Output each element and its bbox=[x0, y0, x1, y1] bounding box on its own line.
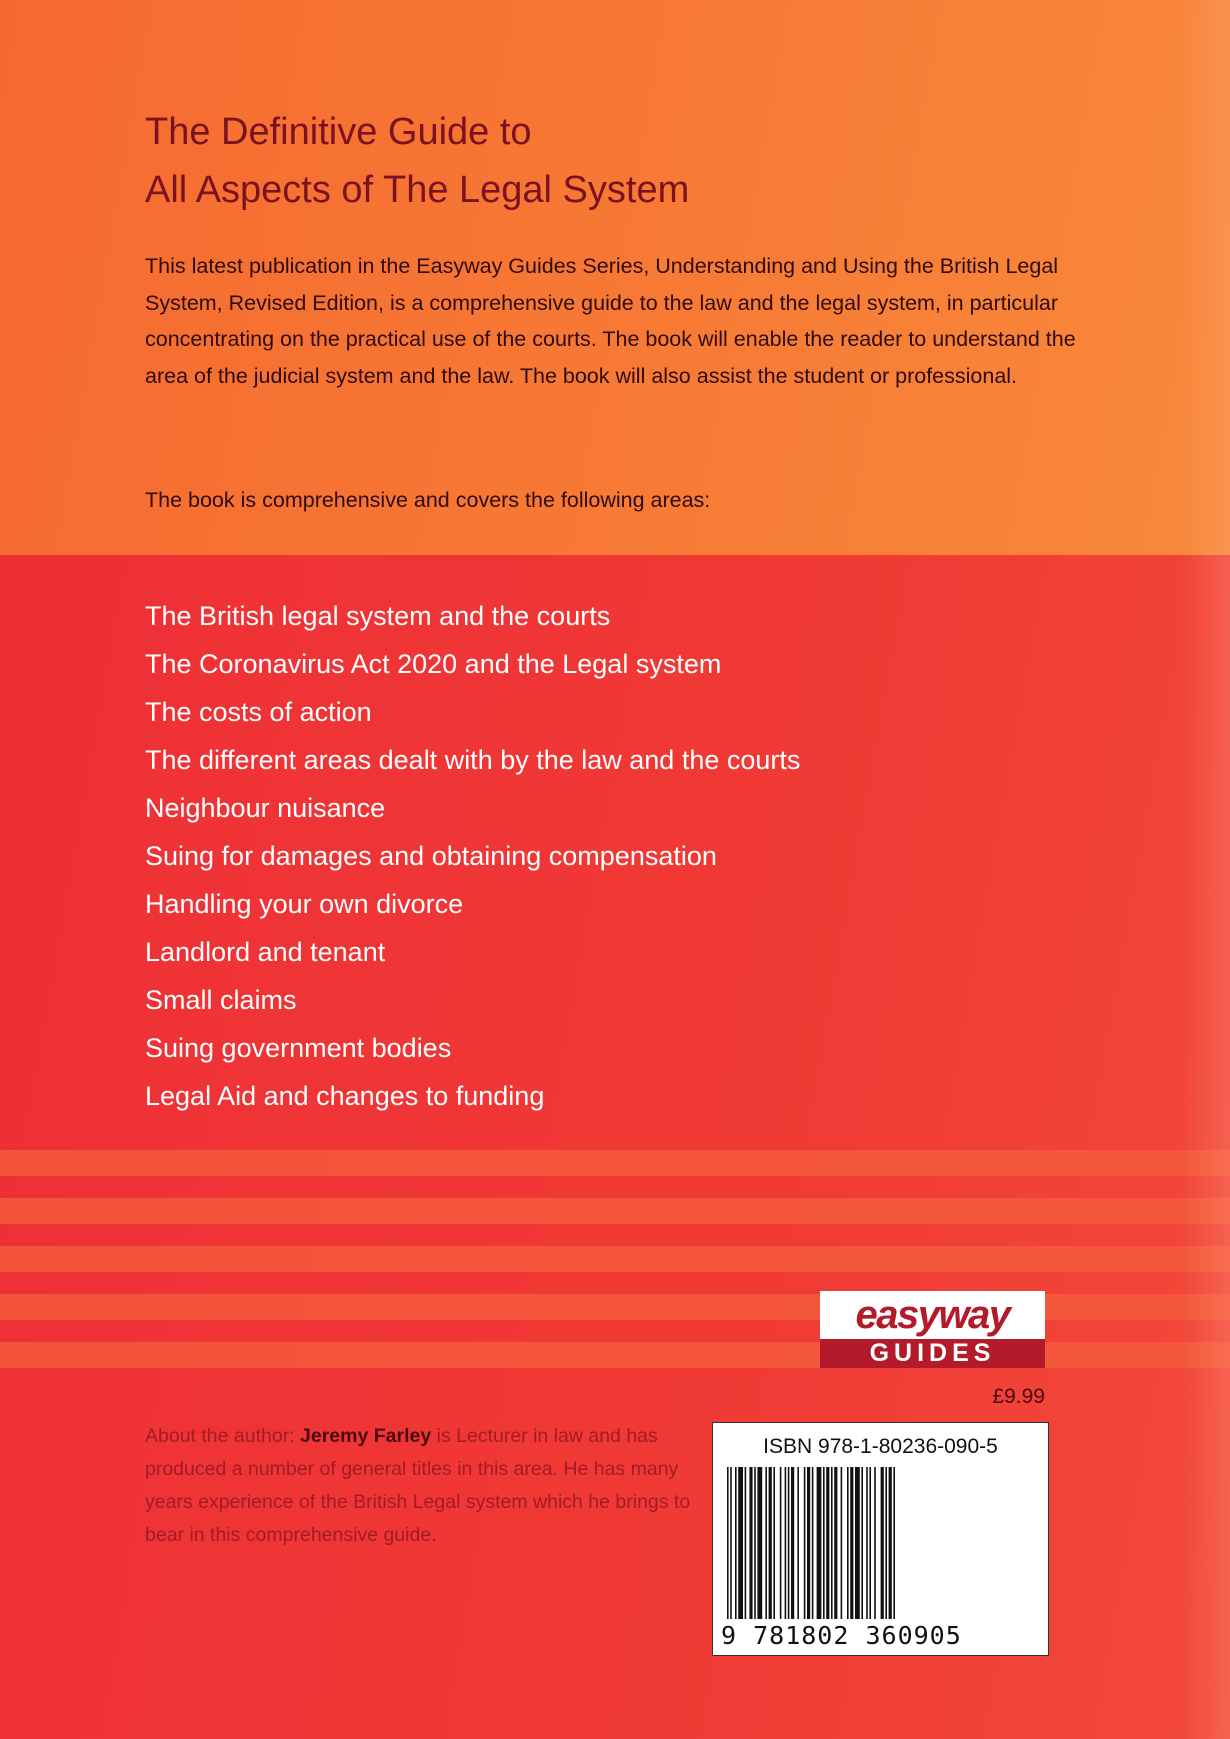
list-item: Small claims bbox=[145, 985, 297, 1015]
barcode-bar bbox=[730, 1467, 732, 1619]
barcode-bar bbox=[807, 1467, 810, 1619]
barcode-bar bbox=[817, 1467, 822, 1619]
barcode-bar bbox=[847, 1467, 849, 1619]
barcode-bar bbox=[749, 1467, 752, 1619]
barcode-bar bbox=[855, 1467, 860, 1619]
barcode-bar bbox=[866, 1467, 868, 1619]
list-item: Legal Aid and changes to funding bbox=[145, 1081, 545, 1111]
decorative-stripe bbox=[0, 1342, 1230, 1368]
barcode-digits: 9 781802 360905 bbox=[721, 1621, 962, 1650]
list-item: Landlord and tenant bbox=[145, 937, 386, 967]
list-item: The Coronavirus Act 2020 and the Legal system bbox=[145, 649, 722, 679]
barcode-bar bbox=[754, 1467, 756, 1619]
list-item: The costs of action bbox=[145, 697, 372, 727]
barcode-bar bbox=[823, 1467, 825, 1619]
barcode-bar bbox=[893, 1467, 895, 1619]
barcode-bar bbox=[745, 1467, 747, 1619]
barcode-bar bbox=[804, 1467, 806, 1619]
barcode-bar bbox=[765, 1467, 767, 1619]
publisher-logo bbox=[820, 1291, 1045, 1368]
barcode-bar bbox=[826, 1467, 829, 1619]
barcode-bar bbox=[788, 1467, 790, 1619]
barcode-panel bbox=[712, 1422, 1049, 1656]
title-line-2: All Aspects of The Legal System bbox=[145, 169, 690, 211]
list-item: Suing government bodies bbox=[145, 1033, 452, 1063]
list-item: The British legal system and the courts bbox=[145, 601, 611, 631]
topic-list bbox=[145, 592, 800, 1120]
isbn-text: ISBN 978-1-80236-090-5 bbox=[763, 1435, 998, 1458]
barcode-bar bbox=[769, 1467, 772, 1619]
barcode-bar bbox=[874, 1467, 876, 1619]
price-label: £9.99 bbox=[992, 1385, 1045, 1408]
barcode-bar bbox=[869, 1467, 871, 1619]
author-prefix: About the author: bbox=[145, 1425, 301, 1447]
barcode-bar bbox=[834, 1467, 837, 1619]
barcode-bar bbox=[812, 1467, 814, 1619]
barcode-bar bbox=[727, 1467, 729, 1619]
decorative-stripe bbox=[0, 1246, 1230, 1272]
about-author bbox=[145, 1420, 705, 1552]
barcode-bar bbox=[738, 1467, 743, 1619]
barcode-bar bbox=[797, 1467, 799, 1619]
cover-edge-shading bbox=[1180, 0, 1230, 1739]
barcode-bar bbox=[850, 1467, 853, 1619]
logo-subtitle: GUIDES bbox=[820, 1339, 1045, 1368]
barcode-bar bbox=[885, 1467, 887, 1619]
author-bio: is Lecturer in law and has produced a number of general titles in this area. He has many years experience of the British Legal system which he brings to bear in this comprehensive guide. bbox=[145, 1425, 691, 1546]
list-item: The different areas dealt with by the law and the courts bbox=[145, 745, 801, 775]
intro-paragraph: This latest publication in the Easyway Guides Series, Understanding and Using the British Legal System, Revised Edition, is a comprehensive guide to the law and the legal system, in particular concentrating on the practical use of the courts. The book will enable the reader to understand the area of the judicial system and the law. The book will also assist the student or professional. bbox=[145, 254, 1076, 388]
decorative-stripe bbox=[0, 1150, 1230, 1176]
list-item: Suing for damages and obtaining compensation bbox=[145, 841, 717, 871]
barcode-bar bbox=[785, 1467, 787, 1619]
decorative-stripe bbox=[0, 1198, 1230, 1224]
barcode-bar bbox=[881, 1467, 884, 1619]
list-item: Handling your own divorce bbox=[145, 889, 464, 919]
logo-wordmark: easyway bbox=[855, 1293, 1010, 1337]
barcode-bar bbox=[773, 1467, 775, 1619]
barcode-bar bbox=[757, 1467, 762, 1619]
list-item: Neighbour nuisance bbox=[145, 793, 386, 823]
coverage-intro: The book is comprehensive and covers the following areas: bbox=[145, 488, 711, 512]
barcode-bar bbox=[735, 1467, 737, 1619]
cover-title bbox=[145, 103, 1145, 219]
barcode-icon bbox=[727, 1467, 1034, 1619]
barcode-bar bbox=[861, 1467, 863, 1619]
author-name: Jeremy Farley bbox=[300, 1425, 432, 1447]
decorative-stripe bbox=[0, 1294, 1230, 1320]
barcode-bar bbox=[780, 1467, 782, 1619]
title-line-1: The Definitive Guide to bbox=[145, 111, 532, 153]
barcode-bar bbox=[831, 1467, 833, 1619]
barcode-bar bbox=[889, 1467, 892, 1619]
barcode-bar bbox=[841, 1467, 843, 1619]
barcode-bar bbox=[791, 1467, 794, 1619]
